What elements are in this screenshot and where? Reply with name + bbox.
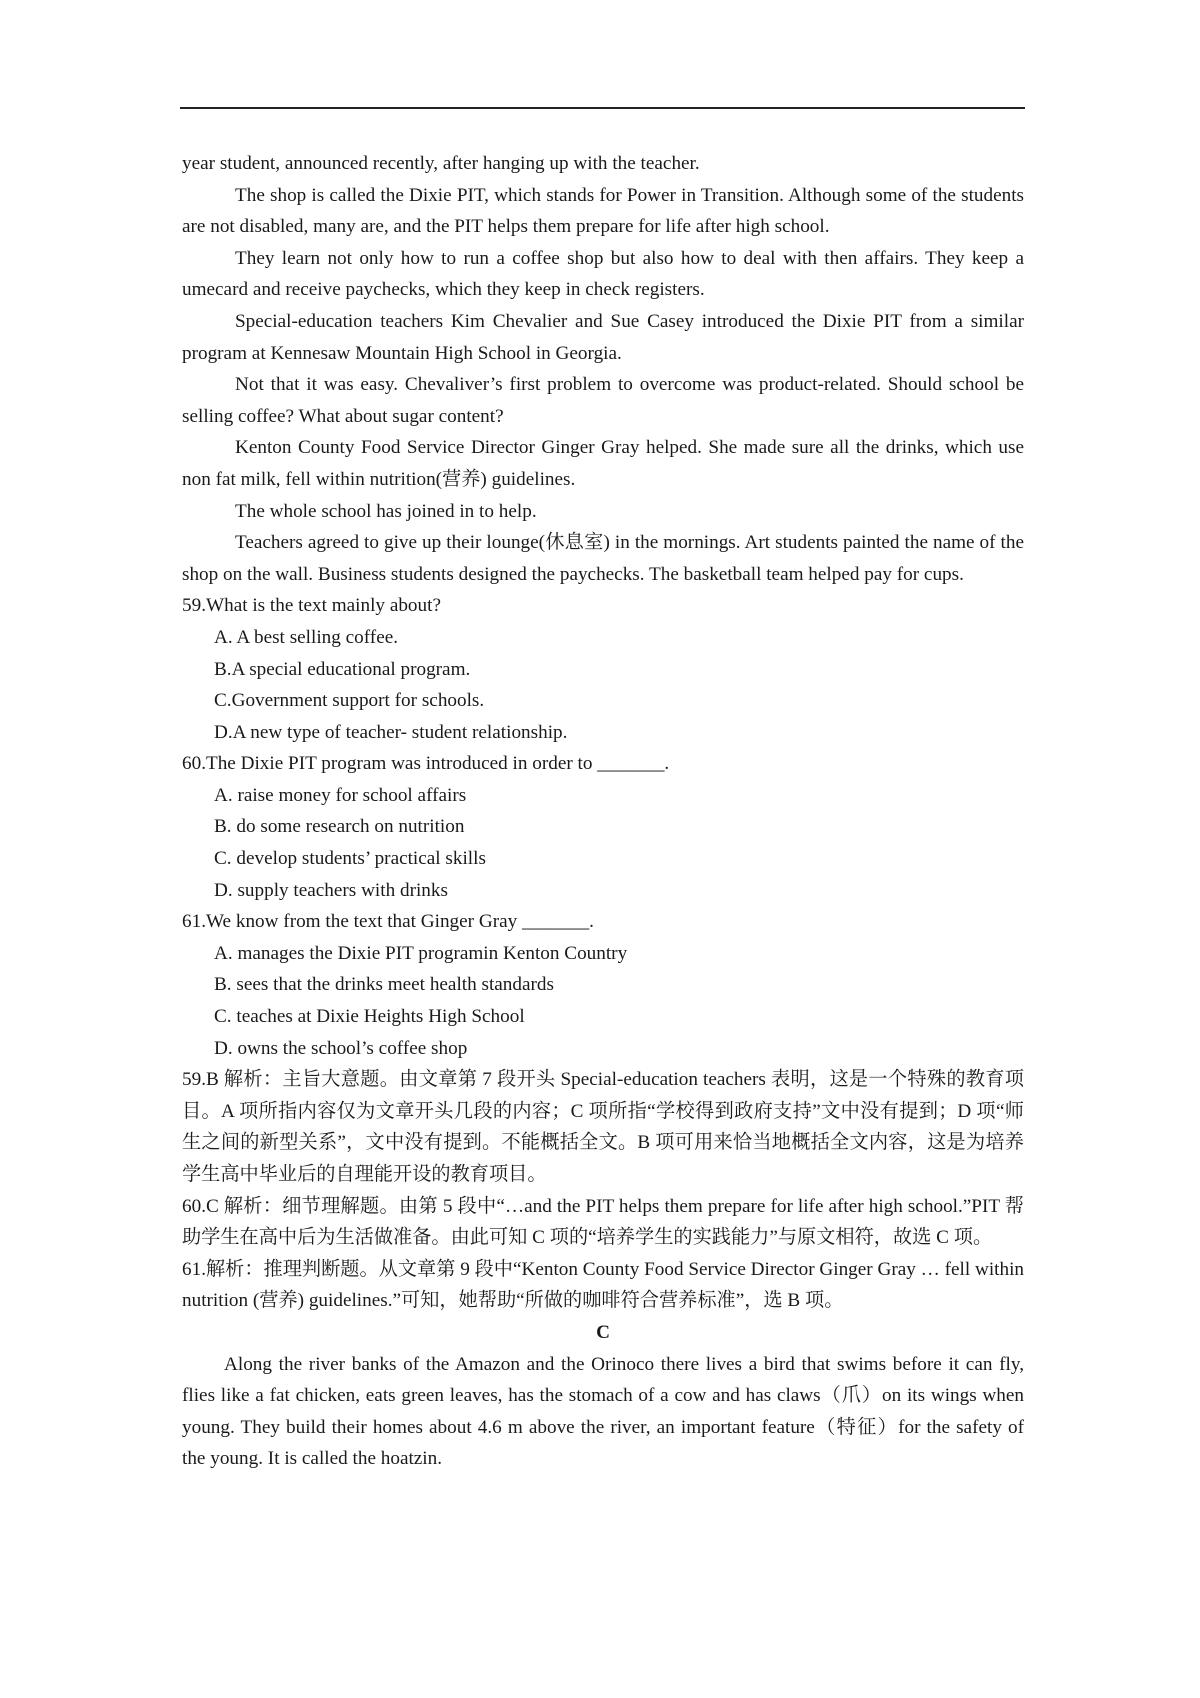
paragraph: Along the river banks of the Amazon and the Orinoco there lives a bird that swims before it can fly, flies like a fat chicken, eats green leaves, has the stomach of a cow and has claws（爪）on its wings when young. They build their homes about 4.6 m above the river, an important feature（特征）for the safety of the young. It is called the hoatzin.	[182, 1353, 1024, 1470]
option-b: B. do some research on nutrition	[214, 816, 465, 838]
paragraph: Special-education teachers Kim Chevalier and Sue Casey introduced the Dixie PIT from a similar program at Kennesaw Mountain High School in Georgia.	[182, 310, 1024, 364]
document-content	[182, 148, 1024, 1475]
option-b: B. sees that the drinks meet health standards	[214, 974, 554, 996]
answer-61: 61.解析：推理判断题。从文章第 9 段中“Kenton County Food Service Director Ginger Gray … fell within nutrition (营养) guidelines.”可知，她帮助“所做的咖啡符合营养标准”，选 B 项。	[182, 1258, 1025, 1312]
option-c: C.Government support for schools.	[214, 690, 485, 712]
option-d: D.A new type of teacher- student relationship.	[214, 721, 568, 743]
paragraph: Teachers agreed to give up their lounge(休息室) in the mornings. Art students painted the name of the shop on the wall. Business students designed the paychecks. The basketball team helped pay for cups.	[182, 532, 1024, 585]
option-b: B.A special educational program.	[214, 658, 471, 680]
paragraph: The shop is called the Dixie PIT, which stands for Power in Transition. Although some of the students are not disabled, many are, and the PIT helps them prepare for life after high school.	[182, 184, 1024, 238]
option-a: A. manages the Dixie PIT programin Kenton Country	[214, 942, 628, 964]
paragraph: Kenton County Food Service Director Ginger Gray helped. She made sure all the drinks, which use non fat milk, fell within nutrition(营养) guidelines.	[182, 437, 1024, 490]
paragraph: The whole school has joined in to help.	[235, 500, 537, 522]
answer-59: 59.B 解析：主旨大意题。由文章第 7 段开头 Special-education teachers 表明，这是一个特殊的教育项目。A 项所指内容仅为文章开头几段的内容；C 项所指“学校得到政府支持”文中没有提到；D 项“师生之间的新型关系”，文中没有提到。不能概括全文。B 项可用来恰当地概括全文内容，这是为培养学生高中毕业后的自理能开设的教育项目。	[182, 1069, 1024, 1185]
paragraph: Not that it was easy. Chevaliver’s first problem to overcome was product-related. Should school be selling coffee? What about sugar content?	[182, 374, 1024, 427]
option-c: C. teaches at Dixie Heights High School	[214, 1006, 525, 1028]
question-stem: 59.What is the text mainly about?	[182, 595, 441, 617]
question-stem: 61.We know from the text that Ginger Gray _______.	[182, 911, 594, 933]
paragraph-continuation: year student, announced recently, after hanging up with the teacher.	[182, 153, 700, 174]
option-d: D. owns the school’s coffee shop	[214, 1037, 468, 1059]
section-heading-c: C	[596, 1321, 610, 1343]
option-a: A. A best selling coffee.	[214, 626, 399, 648]
option-c: C. develop students’ practical skills	[214, 848, 486, 870]
header-rule	[180, 107, 1025, 109]
question-stem: 60.The Dixie PIT program was introduced in order to _______.	[182, 753, 670, 775]
answer-60: 60.C 解析：细节理解题。由第 5 段中“…and the PIT helps them prepare for life after high school.”PIT 帮助学生在高中后为生活做准备。由此可知 C 项的“培养学生的实践能力”与原文相符，故选 C 项。	[182, 1195, 1024, 1249]
question-60	[182, 748, 1024, 906]
option-d: D. supply teachers with drinks	[214, 879, 448, 901]
question-61	[182, 906, 1024, 1064]
option-a: A. raise money for school affairs	[214, 784, 467, 806]
paragraph: They learn not only how to run a coffee shop but also how to deal with then affairs. They keep a umecard and receive paychecks, which they keep in check registers.	[182, 247, 1024, 301]
question-59	[182, 590, 1024, 748]
